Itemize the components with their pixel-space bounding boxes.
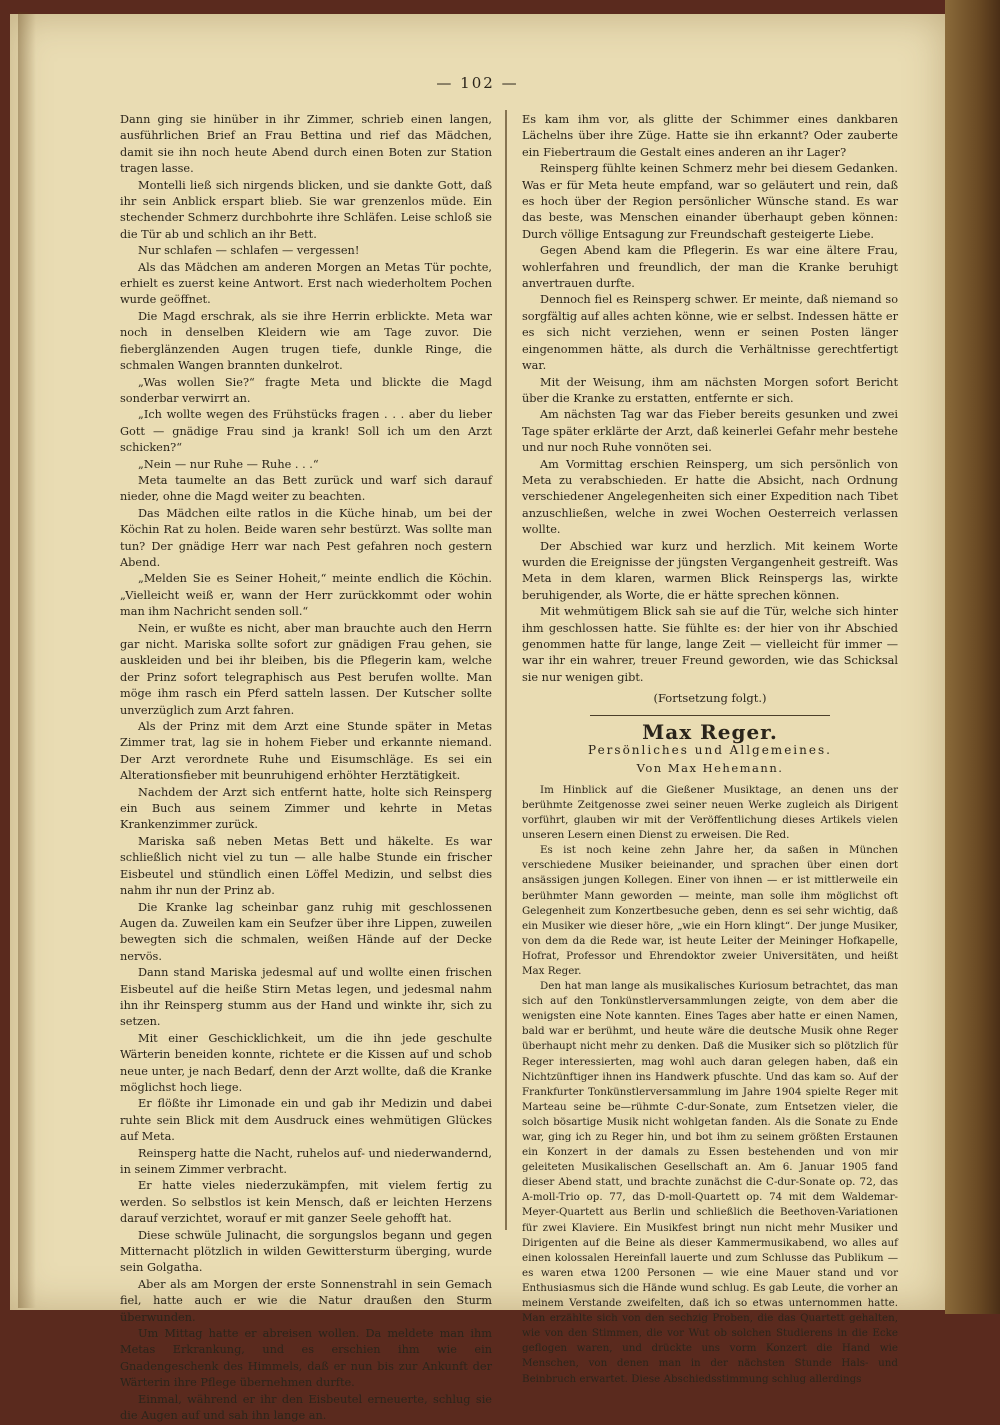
paragraph: „Was wollen Sie?“ fragte Meta und blickte die Magd sonderbar verwirrt an. bbox=[120, 375, 492, 405]
newspaper-page bbox=[10, 14, 945, 1423]
paragraph: Nur schlafen — schlafen — vergessen! bbox=[138, 244, 360, 258]
binding-strip bbox=[945, 0, 1000, 1314]
paragraph: Es kam ihm vor, als glitte der Schimmer eines dankbaren Lächelns über ihre Züge. Hatte sie ihn erkannt? Oder zauberte ein Fiebertraum die Gestalt eines anderen an ihr Lager? bbox=[522, 113, 898, 159]
page-gutter-shadow bbox=[18, 12, 36, 1308]
paragraph: „Ich wollte wegen des Frühstücks fragen . . . aber du lieber Gott — gnädige Frau sind ja krank! Soll ich um den Arzt schicken?“ bbox=[120, 408, 492, 455]
paragraph: „Nein — nur Ruhe — Ruhe . . .“ bbox=[138, 457, 319, 471]
paragraph: „Melden Sie es Seiner Hoheit,“ meinte endlich die Köchin. „Vielleicht weiß er, wann der Herr zurückkommt oder wohin man ihm Nachricht senden soll.“ bbox=[120, 572, 492, 619]
editorial-note: Im Hinblick auf die Gießener Musiktage, an denen uns der berühmte Zeitgenosse zwei seiner neuen Werke zugleich als Dirigent vorführt, glauben wir mit der Veröffentlichung dieses Artikels vielen unseren Lesern einen Dienst zu erweisen. Die Red. bbox=[522, 783, 898, 842]
paragraph: Die Magd erschrak, als sie ihre Herrin erblickte. Meta war noch in denselben Kleidern wie am Tage zuvor. Die fieberglänzenden Augen trugen tiefe, dunkle Ringe, die schmalen Wangen brannten dunkelrot. bbox=[120, 309, 492, 373]
article-separator bbox=[590, 715, 830, 716]
paragraph: Mit der Weisung, ihm am nächsten Morgen sofort Bericht über die Kranke zu erstatten, entfernte er sich. bbox=[522, 375, 898, 405]
article-title: Max Reger. bbox=[642, 719, 778, 744]
continuation-note: (Fortsetzung folgt.) bbox=[653, 691, 767, 706]
column-divider bbox=[505, 110, 507, 1230]
paragraph: Der Abschied war kurz und herzlich. Mit keinem Worte wurden die Ereignisse der jüngsten Vergangenheit gestreift. Was Meta in dem klaren, warmen Blick Reinspergs las, wirkte beruhigender, als Worte, die er hätte sprechen können. bbox=[522, 539, 898, 602]
paragraph: Am Vormittag erschien Reinsperg, um sich persönlich von Meta zu verabschieden. Er hatte die Absicht, nach Ordnung verschiedener Angelegenheiten sich einer Expedition nach Tibet anzuschließen, welche in zwei Wochen Oesterreich verlassen wollte. bbox=[522, 457, 898, 537]
paragraph: Am nächsten Tag war das Fieber bereits gesunken und zwei Tage später erklärte der Arzt, daß keinerlei Gefahr mehr bestehe und nur noch Ruhe vonnöten sei. bbox=[522, 408, 898, 455]
paragraph: Einmal, während er ihr den Eisbeutel erneuerte, schlug sie die Augen auf und sah ihn lange an. bbox=[120, 1392, 492, 1423]
paragraph: Als der Prinz mit dem Arzt eine Stunde später in Metas Zimmer trat, lag sie in hohem Fieber und erkannte niemand. Der Arzt verordnete Ruhe und Eisumschläge. Es sei ein Alterationsfieber mit beunruhigend erhöhter Herztätigkeit. bbox=[120, 720, 492, 783]
right-column bbox=[522, 112, 898, 1387]
paragraph: Reinsperg fühlte keinen Schmerz mehr bei diesem Gedanken. Was er für Meta heute empfand, war so geläutert und rein, daß es hoch über der Region persönlicher Wünsche stand. Es war das beste, was Menschen einander überhaupt geben können: Durch völlige Entsagung zur Freundschaft gesteigerte Liebe. bbox=[522, 162, 898, 241]
paragraph: Dann stand Mariska jedesmal auf und wollte einen frischen Eisbeutel auf die heiße Stirn Metas legen, und jedesmal nahm ihn ihr Reinsperg stumm aus der Hand und winkte ihr, sich zu setzen. bbox=[120, 966, 492, 1029]
paragraph: Dann ging sie hinüber in ihr Zimmer, schrieb einen langen, ausführlichen Brief an Frau Bettina und rief das Mädchen, damit sie ihn noch heute Abend durch einen Boten zur Station tragen lasse. bbox=[120, 113, 492, 176]
paragraph: Er hatte vieles niederzukämpfen, mit vielem fertig zu werden. So selbstlos ist kein Mensch, daß er leichten Herzens darauf verzichtet, worauf er mit ganzer Seele gehofft hat. bbox=[120, 1179, 492, 1226]
paragraph: Um Mittag hatte er abreisen wollen. Da meldete man ihm Metas Erkrankung, und es erschien ihm wie ein Gnadengeschenk des Himmels, daß er nun bis zur Ankunft der Wärterin ihre Pflege übernehmen durfte. bbox=[120, 1327, 492, 1390]
paragraph: Meta taumelte an das Bett zurück und warf sich darauf nieder, ohne die Magd weiter zu beachten. bbox=[120, 473, 492, 504]
paragraph: Mit einer Geschicklichkeit, um die ihn jede geschulte Wärterin beneiden konnte, richtete er die Kissen auf und schob neue unter, je nach Bedarf, denn der Arzt wollte, daß die Kranke möglichst hoch liege. bbox=[120, 1031, 492, 1094]
left-column bbox=[120, 112, 492, 1425]
paragraph: Diese schwüle Julinacht, die sorgungslos begann und gegen Mitternacht plötzlich in wilden Gewittersturm überging, wurde sein Golgatha. bbox=[120, 1228, 492, 1275]
article-subtitle: Persönliches und Allgemeines. bbox=[588, 743, 832, 758]
paragraph: Nachdem der Arzt sich entfernt hatte, holte sich Reinsperg ein Buch aus seinem Zimmer und kehrte in Metas Krankenzimmer zurück. bbox=[120, 785, 492, 832]
paragraph: Das Mädchen eilte ratlos in die Küche hinab, um bei der Köchin Rat zu holen. Beide waren sehr bestürzt. Was sollte man tun? Der gnädige Herr war nach Pest gefahren noch gestern Abend. bbox=[120, 506, 492, 569]
paragraph: Dennoch fiel es Reinsperg schwer. Er meinte, daß niemand so sorgfältig auf alles achten könne, wie er selbst. Indessen hätte er es sich nicht verziehen, wenn er seinen Posten länger eingenommen hätte, als durch die Verhältnisse gerechtfertigt war. bbox=[522, 293, 898, 373]
article-paragraph: Es ist noch keine zehn Jahre her, da saßen in München verschiedene Musiker beieinander, und sprachen über einen dort ansässigen jungen Kollegen. Einer von ihnen — er ist mittlerweile ein berühmter Mann geworden — meinte, man solle ihm möglichst oft Gelegenheit zum Konzertbesuche geben, denn es sei sehr wichtig, daß ein Musiker wie dieser höre, „wie ein Horn klingt“. Der junge Musiker, von dem da die Rede war, ist heute Leiter der Meininger Hofkapelle, Hofrat, Professor und Ehrendoktor zweier Universitäten, und heißt Max Reger. bbox=[522, 844, 898, 977]
paragraph: Er flößte ihr Limonade ein und gab ihr Medizin und dabei ruhte sein Blick mit dem Ausdruck eines wehmütigen Glückes auf Meta. bbox=[120, 1097, 492, 1144]
paragraph: Mit wehmütigem Blick sah sie auf die Tür, welche sich hinter ihm geschlossen hatte. Sie fühlte es: der hier von ihr Abschied genommen hatte für lange, lange Zeit — vielleicht für immer — war ihr ein wahrer, treuer Freund geworden, wie das Schicksal sie nur wenigen gibt. bbox=[522, 605, 898, 684]
paragraph: Mariska saß neben Metas Bett und häkelte. Es war schließlich nicht viel zu tun — alle halbe Stunde ein frischer Eisbeutel und stündlich einen Löffel Medizin, und selbst dies nahm ihr nun der Prinz ab. bbox=[120, 834, 492, 898]
page-number: — 102 — bbox=[436, 74, 519, 92]
paragraph: Die Kranke lag scheinbar ganz ruhig mit geschlossenen Augen da. Zuweilen kam ein Seufzer über ihre Lippen, zuweilen bewegten sich die schmalen, weißen Hände auf der Decke nervös. bbox=[120, 900, 492, 963]
paragraph: Als das Mädchen am anderen Morgen an Metas Tür pochte, erhielt es zuerst keine Antwort. Erst nach wiederholtem Pochen wurde geöffnet. bbox=[120, 260, 492, 307]
paragraph: Nein, er wußte es nicht, aber man brauchte auch den Herrn gar nicht. Mariska sollte sofort zur gnädigen Frau gehen, sie auskleiden und bei ihr bleiben, bis die Pflegerin kam, welche der Prinz sofort telegraphisch aus Pest berufen wollte. Man möge ihm rasch ein Pferd satteln lassen. Der Kutscher sollte unverzüglich zum Arzt fahren. bbox=[120, 621, 492, 717]
paragraph: Montelli ließ sich nirgends blicken, und sie dankte Gott, daß ihr sein Anblick erspart blieb. Sie war grenzenlos müde. Ein stechender Schmerz durchbohrte ihre Schläfen. Leise schloß sie die Tür ab und schlich an ihr Bett. bbox=[120, 178, 492, 241]
paragraph: Aber als am Morgen der erste Sonnenstrahl in sein Gemach fiel, hatte auch er wie die Natur draußen den Sturm überwunden. bbox=[120, 1277, 492, 1324]
paragraph: Gegen Abend kam die Pflegerin. Es war eine ältere Frau, wohlerfahren und freundlich, der man die Kranke beruhigt anvertrauen durfte. bbox=[522, 244, 898, 291]
paragraph: Reinsperg hatte die Nacht, ruhelos auf- und niederwandernd, in seinem Zimmer verbracht. bbox=[120, 1146, 492, 1176]
article-paragraph: Den hat man lange als musikalisches Kuriosum betrachtet, das man sich auf den Tonkünstlerversammlungen zeigte, von dem aber die wenigsten eine Note kannten. Eines Tages aber hatte er einen Namen, bald war er berühmt, und heute wäre die deutsche Musik ohne Reger überhaupt nicht mehr zu denken. Daß die Musiker sich so plötzlich für Reger interessierten, mag wohl auch daran gelegen haben, daß ein Nichtzünftiger ihnen ins Handwerk pfuschte. Und das kam so. Auf der Frankfurter Tonkünstlerversammlung im Jahre 1904 spielte Reger mit Marteau seine be—rühmte C-dur-Sonate, zum Entsetzen vieler, die solch bösartige Musik nicht wohlgetan fanden. Als die Sonate zu Ende war, ging ich zu Reger hin, und bot ihm zu seinem größten Erstaunen ein Konzert in der damals zu Essen bestehenden und von mir geleiteten Musikalischen Gesellschaft an. Am 6. Januar 1905 fand dieser Abend statt, und brachte zunächst die C-dur-Sonate op. 72, das A-moll-Trio op. 77, das D-moll-Quartett op. 74 mit dem Waldemar-Meyer-Quartett aus Berlin und schließlich die Beethoven-Variationen für zwei Klaviere. Ein Musikfest bringt nun nicht mehr Musiker und Dirigenten auf die Beine als dieser Kammermusikabend, wo alles auf einen kolossalen Hereinfall lauerte und zum Schlusse das Publikum — es waren etwa 1200 Personen — wie eine Mauer stand und vor Enthusiasmus sich die Hände wund schlug. Es gab Leute, die vorher an meinem Verstande zweifelten, daß ich so etwas unternommen hatte. Man erzählte sich von den sechzig Proben, die das Quartett gehalten, wie von den Stimmen, die vor Wut ob solchen Studierens in die Ecke geflogen waren, und drückte uns vorm Konzert die Hand wie Menschen, von denen man in der nächsten Stunde Hals- und Beinbruch erwartet. Diese Abschiedsstimmung schlug allerdings bbox=[522, 980, 898, 1385]
article-author: Von Max Hehemann. bbox=[636, 761, 784, 776]
